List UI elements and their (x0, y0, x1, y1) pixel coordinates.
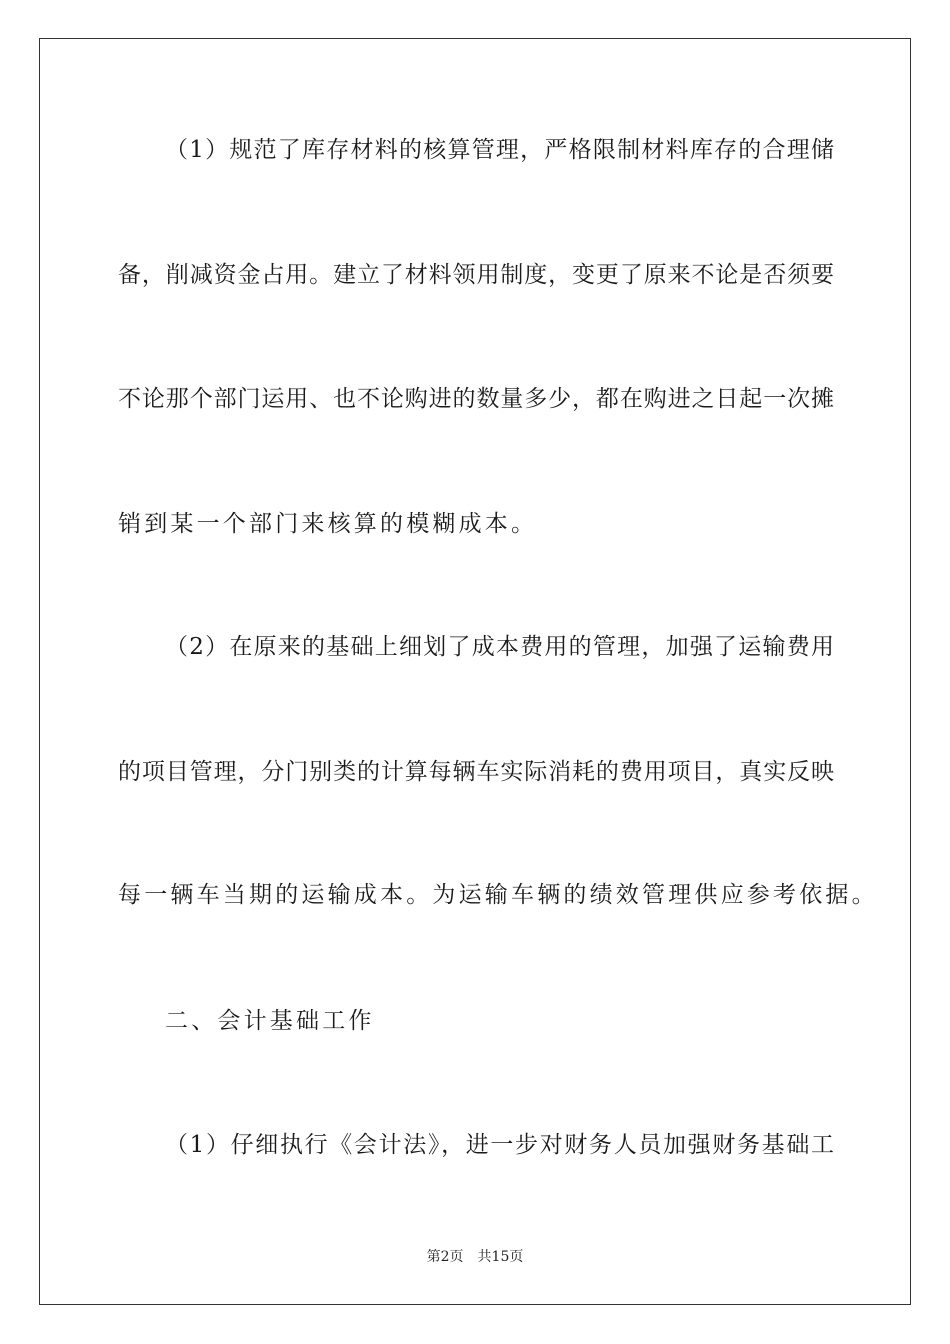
paragraph-2-line-3: 每一辆车当期的运输成本。为运输车辆的绩效管理供应参考依据。 (118, 882, 878, 908)
paragraph-2-line-2: 的项目管理，分门别类的计算每辆车实际消耗的费用项目，真实反映 (118, 759, 834, 785)
paragraph-1-line-2: 备，削减资金占用。建立了材料领用制度，变更了原来不论是否须要 (118, 262, 834, 288)
page-footer (0, 1248, 950, 1266)
page-number: 第2页 (426, 1249, 464, 1265)
paragraph-1-line-4: 销到某一个部门来核算的模糊成本。 (118, 511, 538, 537)
page-frame (39, 38, 911, 1305)
paragraph-1-line-1: （1）规范了库存材料的核算管理，严格限制材料库存的合理储 (165, 137, 834, 163)
total-pages: 共15页 (477, 1249, 524, 1265)
paragraph-2-line-1: （2）在原来的基础上细划了成本费用的管理，加强了运输费用 (165, 634, 834, 660)
paragraph-1-line-3: 不论那个部门运用、也不论购进的数量多少，都在购进之日起一次摊 (118, 386, 834, 412)
paragraph-3-line-1: （1）仔细执行《会计法》，进一步对财务人员加强财务基础工 (165, 1132, 834, 1158)
section-heading: 二、会计基础工作 (165, 1008, 375, 1034)
